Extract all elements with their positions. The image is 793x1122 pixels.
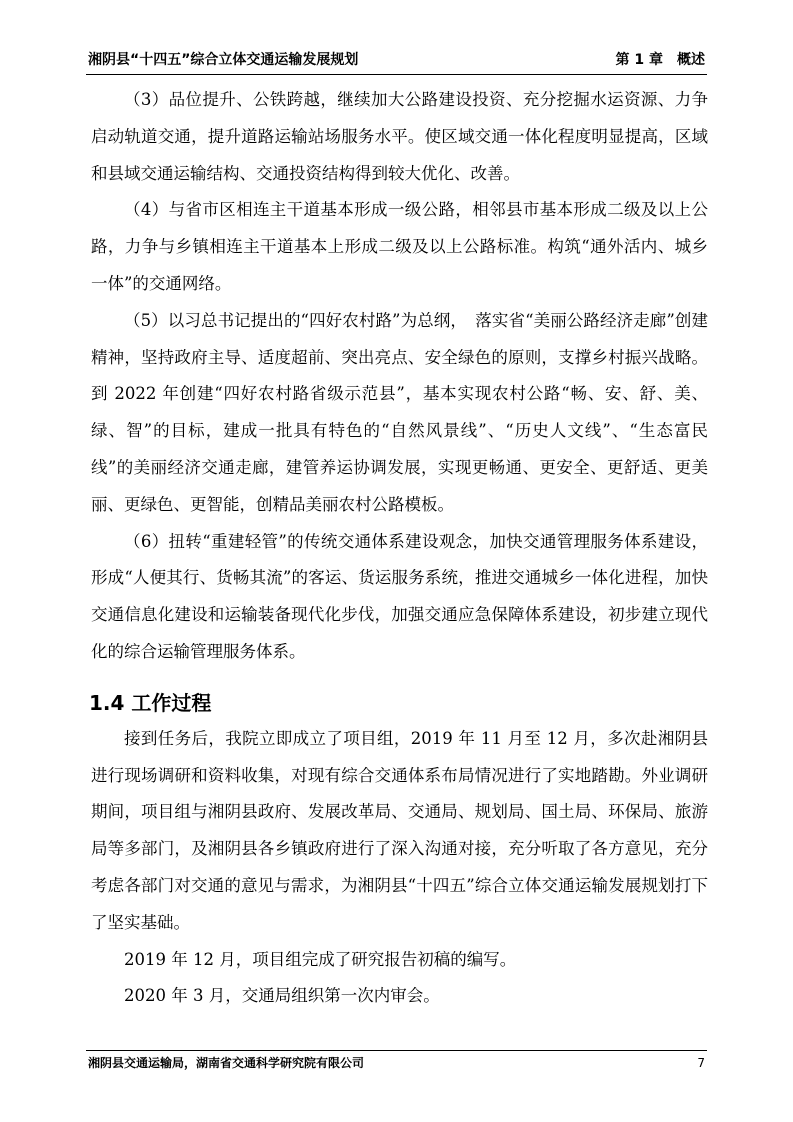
page-header <box>86 50 707 75</box>
chapter-label: 第 1 章 概述 <box>615 52 705 68</box>
paragraph-item-4: （4）与省市区相连主干道基本形成一级公路，相邻县市基本形成二级及以上公路，力争与乡镇相连主干道基本上形成二级及以上公路标准。构筑“通外活内、城乡一体”的交通网络。 <box>91 200 708 293</box>
section-paragraph-process: 接到任务后，我院立即成立了项目组，2019 年 11 月至 12 月，多次赴湘阴县进行现场调研和资料收集，对现有综合交通体系布局情况进行了实地踏勘。外业调研期间，项目组与湘阴县政府、发展改革局、交通局、规划局、国土局、环保局、旅游局等多部门，及湘阴县各乡镇政府进行了深入沟通对接，充分听取了各方意见，充分考虑各部门对交通的意见与需求，为湘阴县“十四五”综合立体交通运输发展规划打下了坚实基础。 <box>91 728 708 932</box>
section-paragraph-2019: 2019 年 12 月，项目组完成了研究报告初稿的编写。 <box>124 949 517 969</box>
document-title: 湘阴县“十四五”综合立体交通运输发展规划 <box>88 52 359 68</box>
paragraph-item-3: （3）品位提升、公铁跨越，继续加大公路建设投资、充分挖掘水运资源、力争启动轨道交通，提升道路运输站场服务水平。使区域交通一体化程度明显提高，区域和县域交通运输结构、交通投资结构得到较大优化、改善。 <box>91 90 708 183</box>
section-heading: 1.4 工作过程 <box>89 690 212 715</box>
section-paragraph-2020: 2020 年 3 月，交通局组织第一次内审会。 <box>124 986 440 1006</box>
page-footer <box>86 1050 707 1070</box>
page-number: 7 <box>697 1056 705 1070</box>
footer-organization: 湘阴县交通运输局，湖南省交通科学研究院有限公司 <box>88 1056 365 1070</box>
paragraph-item-5: （5）以习总书记提出的“四好农村路”为总纲， 落实省“美丽公路经济走廊”创建精神，坚持政府主导、适度超前、突出亮点、安全绿色的原则，支撑乡村振兴战略。到 2022 年创建“四好农村路省级示范县”，基本实现农村公路“畅、安、舒、美、绿、智”的目标，建成一批具有特色的“自然风景线”、“历史人文线”、“生态富民线”的美丽经济交通走廊，建管养运协调发展，实现更畅通、更安全、更舒适、更美丽、更绿色、更智能，创精品美丽农村公路模板。 <box>91 310 708 514</box>
paragraph-item-6: （6）扭转“重建轻管”的传统交通体系建设观念，加快交通管理服务体系建设，形成“人便其行、货畅其流”的客运、货运服务系统，推进交通城乡一体化进程，加快交通信息化建设和运输装备现代化步伐，加强交通应急保障体系建设，初步建立现代化的综合运输管理服务体系。 <box>91 531 708 661</box>
page-body <box>91 82 708 1015</box>
